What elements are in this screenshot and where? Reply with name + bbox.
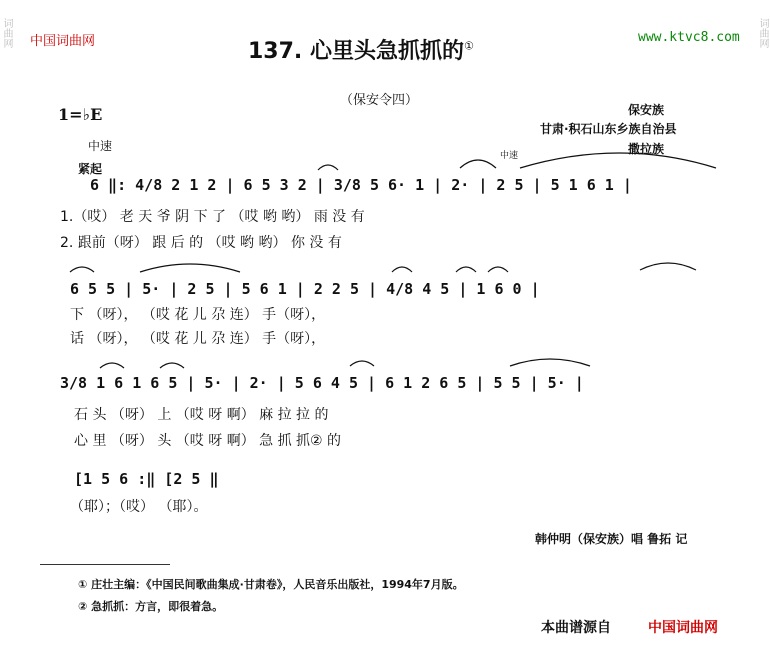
slur-arc xyxy=(488,267,508,272)
slur-arc xyxy=(100,363,124,368)
notation-row-1: 6 ‖: 4/8 2 1 2 | 6 5 3 2 | 3/8 5 6· 1 | 2· | 2 5 | 5 1 6 1 | xyxy=(90,176,632,194)
notation-row-3: 3/8 1 6 1 6 5 | 5· | 2· | 5 6 4 5 | 6 1 2 6 5 | 5 5 | 5· | xyxy=(60,374,584,392)
tempo-mid: 中速 xyxy=(500,151,519,161)
source-site: 中国词曲网 xyxy=(648,620,718,636)
credit: 韩仲明（保安族）唱 鲁拓 记 xyxy=(535,532,688,546)
slur-arc xyxy=(350,361,374,366)
slur-arc xyxy=(510,359,590,366)
lyric-row-1-verse-2: 2. 跟前（呀） 跟 后 的 （哎 哟 哟） 你 没 有 xyxy=(60,235,342,251)
watermark-site-left: 中国词曲网 xyxy=(30,34,96,49)
source-label: 本曲谱源自 xyxy=(541,620,611,636)
notation-row-2: 6 5 5 | 5· | 2 5 | 5 6 1 | 2 2 5 | 4/8 4 5 | 1 6 0 | xyxy=(70,280,540,298)
slur-arc xyxy=(460,160,496,168)
song-subtitle: （保安令四） xyxy=(340,93,419,108)
slur-arc xyxy=(640,263,696,270)
region-ethnic-2: 撒拉族 xyxy=(628,142,665,156)
slur-arc xyxy=(392,267,412,272)
lyric-row-3-verse-1: 石 头 （呀） 上 （哎 呀 啊） 麻 拉 拉 的 xyxy=(74,407,329,423)
lyric-row-4: （耶）；（哎） （耶）。 xyxy=(70,499,208,515)
footnote-2: ② 急抓抓：方言，即很着急。 xyxy=(78,600,224,613)
notation-row-4: [1 5 6 :‖ [2 5 ‖ xyxy=(74,470,219,488)
tempo-main: 中速 xyxy=(88,139,113,153)
region-ethnic-1: 保安族 xyxy=(628,103,665,117)
slur-arc xyxy=(70,267,94,272)
lyric-row-2-verse-2: 话 （呀）， （哎 花 儿 尕 连） 手（呀）， xyxy=(70,331,326,347)
slur-arc xyxy=(520,153,716,168)
watermark-site-right: www.ktvc8.com xyxy=(638,30,740,45)
slur-arc xyxy=(456,267,476,272)
slur-arc xyxy=(140,264,240,272)
footnote-divider xyxy=(40,564,170,565)
region-place: 甘肃·积石山东乡族自治县 xyxy=(540,122,677,136)
slur-arc xyxy=(318,165,338,170)
lyric-row-2-verse-1: 下 （呀）， （哎 花 儿 尕 连） 手（呀）， xyxy=(70,307,326,323)
key-signature: 1=♭E xyxy=(58,105,103,124)
slur-arc xyxy=(160,363,184,368)
side-watermark-text: 词曲网 xyxy=(1,18,12,48)
lyric-row-3-verse-2: 心 里 （呀） 头 （哎 呀 啊） 急 抓 抓② 的 xyxy=(74,433,342,449)
footnote-1: ① 庄壮主编：《中国民间歌曲集成·甘肃卷》，人民音乐出版社，1994年7月版。 xyxy=(78,578,464,591)
title-footnote-mark: ① xyxy=(463,39,474,53)
song-title-text: 137. 心里头急抓抓的 xyxy=(248,39,464,64)
lyric-row-1-verse-1: 1.（哎） 老 天 爷 阴 下 了 （哎 哟 哟） 雨 没 有 xyxy=(60,209,365,225)
tempo-start: 紧起 xyxy=(78,162,103,176)
side-watermark-text: 词曲网 xyxy=(757,18,768,48)
